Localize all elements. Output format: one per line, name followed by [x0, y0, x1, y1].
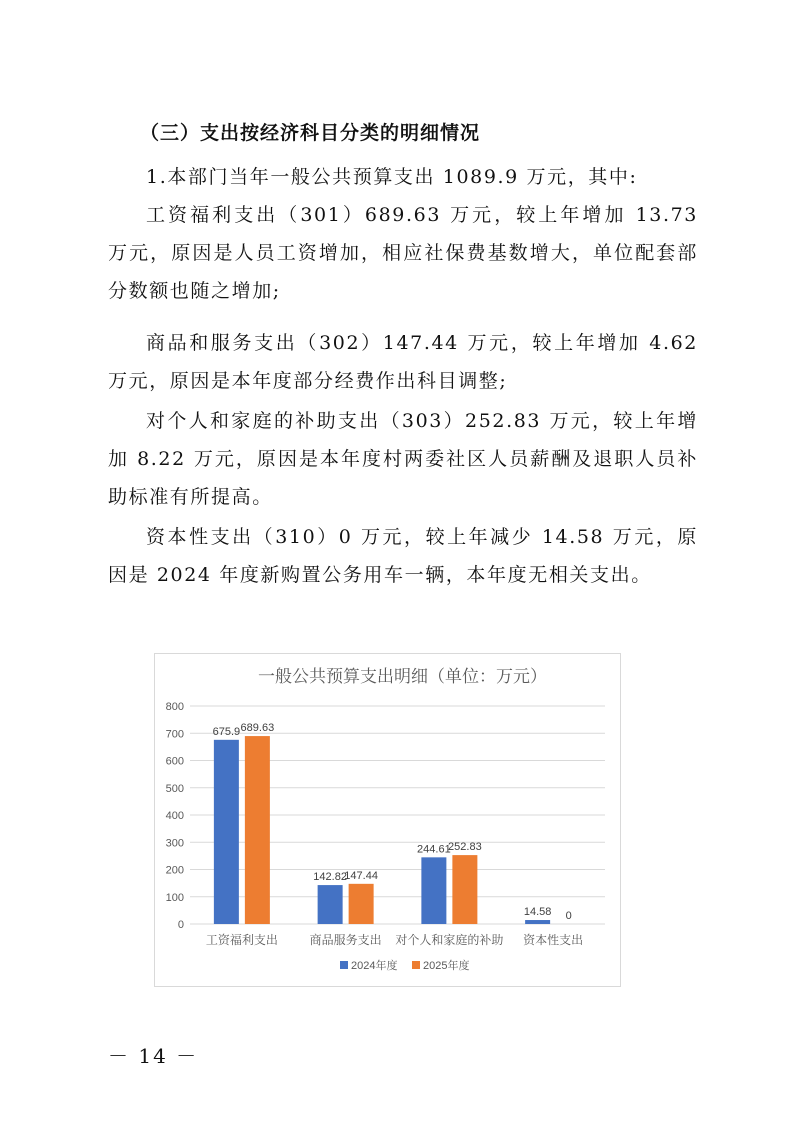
data-label: 675.9 [212, 725, 241, 738]
y-tick-label: 0 [177, 919, 184, 931]
data-label: 14.58 [523, 906, 552, 919]
data-label: 244.61 [417, 843, 451, 856]
chart-title: 一般公共预算支出明细（单位：万元） [258, 667, 547, 687]
bar-series-1 [318, 885, 343, 924]
legend-label: 2024年度 [351, 960, 398, 972]
data-label: 252.83 [448, 841, 482, 854]
legend-label: 2025年度 [423, 960, 470, 972]
chart-container [154, 653, 621, 987]
legend-swatch [412, 961, 420, 969]
page-number: － 14 － [108, 1044, 199, 1068]
x-tick-label: 资本性支出 [523, 933, 584, 947]
y-tick-label: 200 [165, 864, 184, 877]
bar-series-1 [525, 920, 550, 924]
section-heading: （三）支出按经济科目分类的明细情况 [140, 122, 481, 144]
bar-series-2 [452, 855, 477, 924]
y-tick-label: 500 [165, 782, 184, 795]
paragraph-salary: 工资福利支出（301）689.63 万元，较上年增加 13.73 万元，原因是人员工资增加，相应社保费基数增大，单位配套部分数额也随之增加; [108, 204, 698, 302]
x-tick-label: 对个人和家庭的补助 [395, 933, 504, 947]
data-label: 142.82 [313, 871, 347, 884]
bar-series-1 [214, 740, 239, 924]
paragraph-household-subsidy: 对个人和家庭的补助支出（303）252.83 万元，较上年增加 8.22 万元，原因是本年度村两委社区人员薪酬及退职人员补助标准有所提高。 [108, 410, 698, 508]
bar-series-2 [245, 736, 270, 924]
paragraph-total: 1.本部门当年一般公共预算支出 1089.9 万元，其中: [146, 166, 638, 188]
x-tick-label: 工资福利支出 [205, 933, 278, 947]
y-tick-label: 300 [165, 837, 184, 850]
legend-swatch [340, 961, 348, 969]
bar-series-1 [421, 857, 446, 924]
y-tick-label: 600 [165, 755, 184, 768]
y-tick-label: 100 [165, 891, 184, 904]
paragraph-goods-services: 商品和服务支出（302）147.44 万元，较上年增加 4.62 万元，原因是本年度部分经费作出科目调整; [108, 332, 698, 392]
data-label: 0 [565, 910, 572, 922]
x-tick-label: 商品服务支出 [309, 933, 382, 947]
data-label: 689.63 [240, 722, 275, 735]
bar-chart [155, 654, 620, 986]
y-tick-label: 700 [165, 728, 184, 741]
y-tick-label: 400 [165, 810, 184, 822]
paragraph-capital: 资本性支出（310）0 万元，较上年减少 14.58 万元，原因是 2024 年度新购置公务用车一辆，本年度无相关支出。 [108, 526, 698, 586]
y-tick-label: 800 [165, 701, 184, 713]
data-label: 147.44 [344, 869, 378, 882]
bar-series-2 [349, 884, 374, 924]
